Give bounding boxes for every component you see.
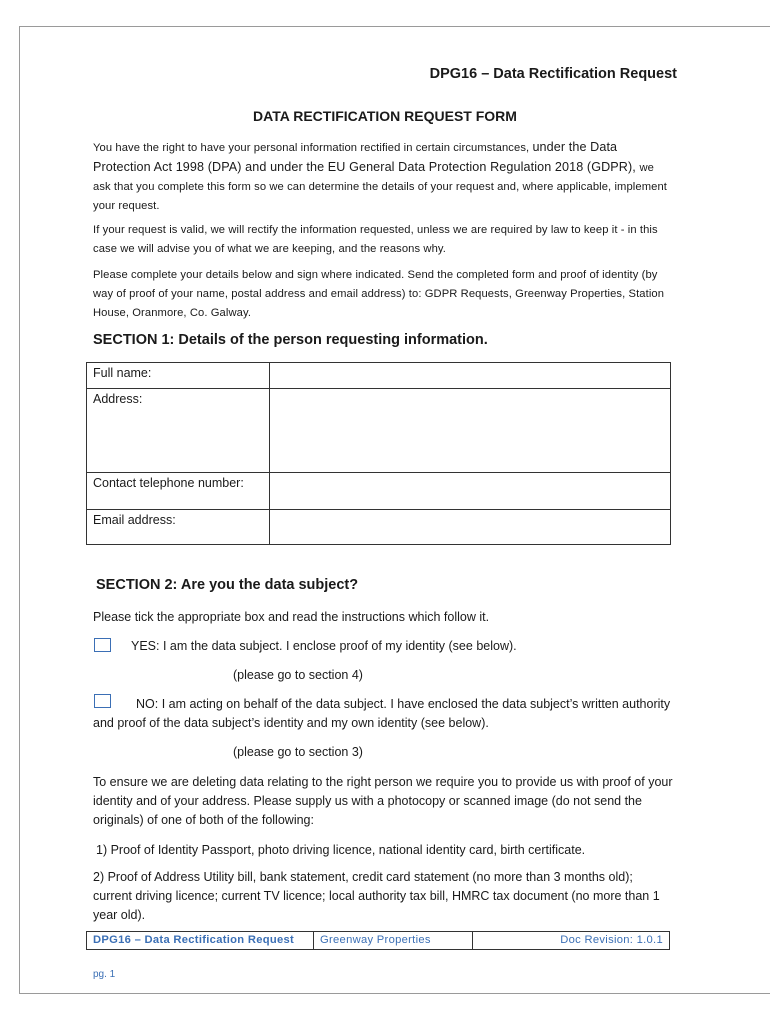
address-field[interactable] [270,389,671,473]
intro-text-a: You have the right to have your personal information rectified in certain circumstances, [93,142,533,154]
footer-doc-id: DPG16 – Data Rectification Request [87,932,314,950]
full-name-label: Full name: [87,363,270,389]
yes-goto-note: (please go to section 4) [233,668,363,682]
page-number: pg. 1 [93,969,116,980]
section-2-heading: SECTION 2: Are you the data subject? [96,577,359,593]
yes-option-label: YES: I am the data subject. I enclose proof of my identity (see below). [131,639,517,653]
proof-of-address-item: 2) Proof of Address Utility bill, bank statement, credit card statement (no more than 3 months old); current driving licence; current TV licence; local authority tax bill, HMRC tax document (no more than 1 year old). [93,870,660,922]
intro-text-c: we ask that you complete this form so we can determine the details of your request and, where applicable, implement your request. [93,162,667,212]
intro-paragraph-1 [93,138,673,216]
full-name-field[interactable] [270,363,671,389]
email-field[interactable] [270,510,671,545]
no-goto-note: (please go to section 3) [233,745,363,759]
footer-company: Greenway Properties [314,932,473,950]
address-label: Address: [87,389,270,473]
details-table [86,362,671,545]
document-id-header: DPG16 – Data Rectification Request [429,66,677,82]
section-1-heading: SECTION 1: Details of the person requesting information. [93,332,488,348]
form-title: DATA RECTIFICATION REQUEST FORM [253,108,517,124]
proof-of-identity-item: 1) Proof of Identity Passport, photo driving licence, national identity card, birth certificate. [96,843,586,857]
yes-checkbox[interactable] [94,638,111,652]
footer-revision: Doc Revision: 1.0.1 [473,932,670,950]
phone-field[interactable] [270,473,671,510]
no-option-label: NO: I am acting on behalf of the data subject. I have enclosed the data subject’s written authority and proof of the data subject’s identity and my own identity (see below). [93,697,671,730]
footer-table [86,931,670,950]
intro-paragraph-2: If your request is valid, we will rectify the information requested, unless we are required by law to keep it - in this case we will advise you of what we are keeping, and the reasons why. [93,224,658,255]
tick-instruction: Please tick the appropriate box and read the instructions which follow it. [93,610,490,624]
proof-instructions: To ensure we are deleting data relating to the right person we require you to provide us with proof of your identity and of your address. Please supply us with a photocopy or scanned image (do not send the originals) of one of both of the following: [93,775,673,827]
phone-label: Contact telephone number: [87,473,270,510]
intro-text-b: under the Data Protection Act 1998 (DPA) and under the EU General Data Protection Regulation 2018 (GDPR), [93,140,640,174]
intro-paragraph-3: Please complete your details below and sign where indicated. Send the completed form and proof of identity (by way of proof of your name, postal address and email address) to: GDPR Requests, Greenway Properties, Station House, Oranmore, Co. Galway. [93,269,665,319]
email-label: Email address: [87,510,270,545]
